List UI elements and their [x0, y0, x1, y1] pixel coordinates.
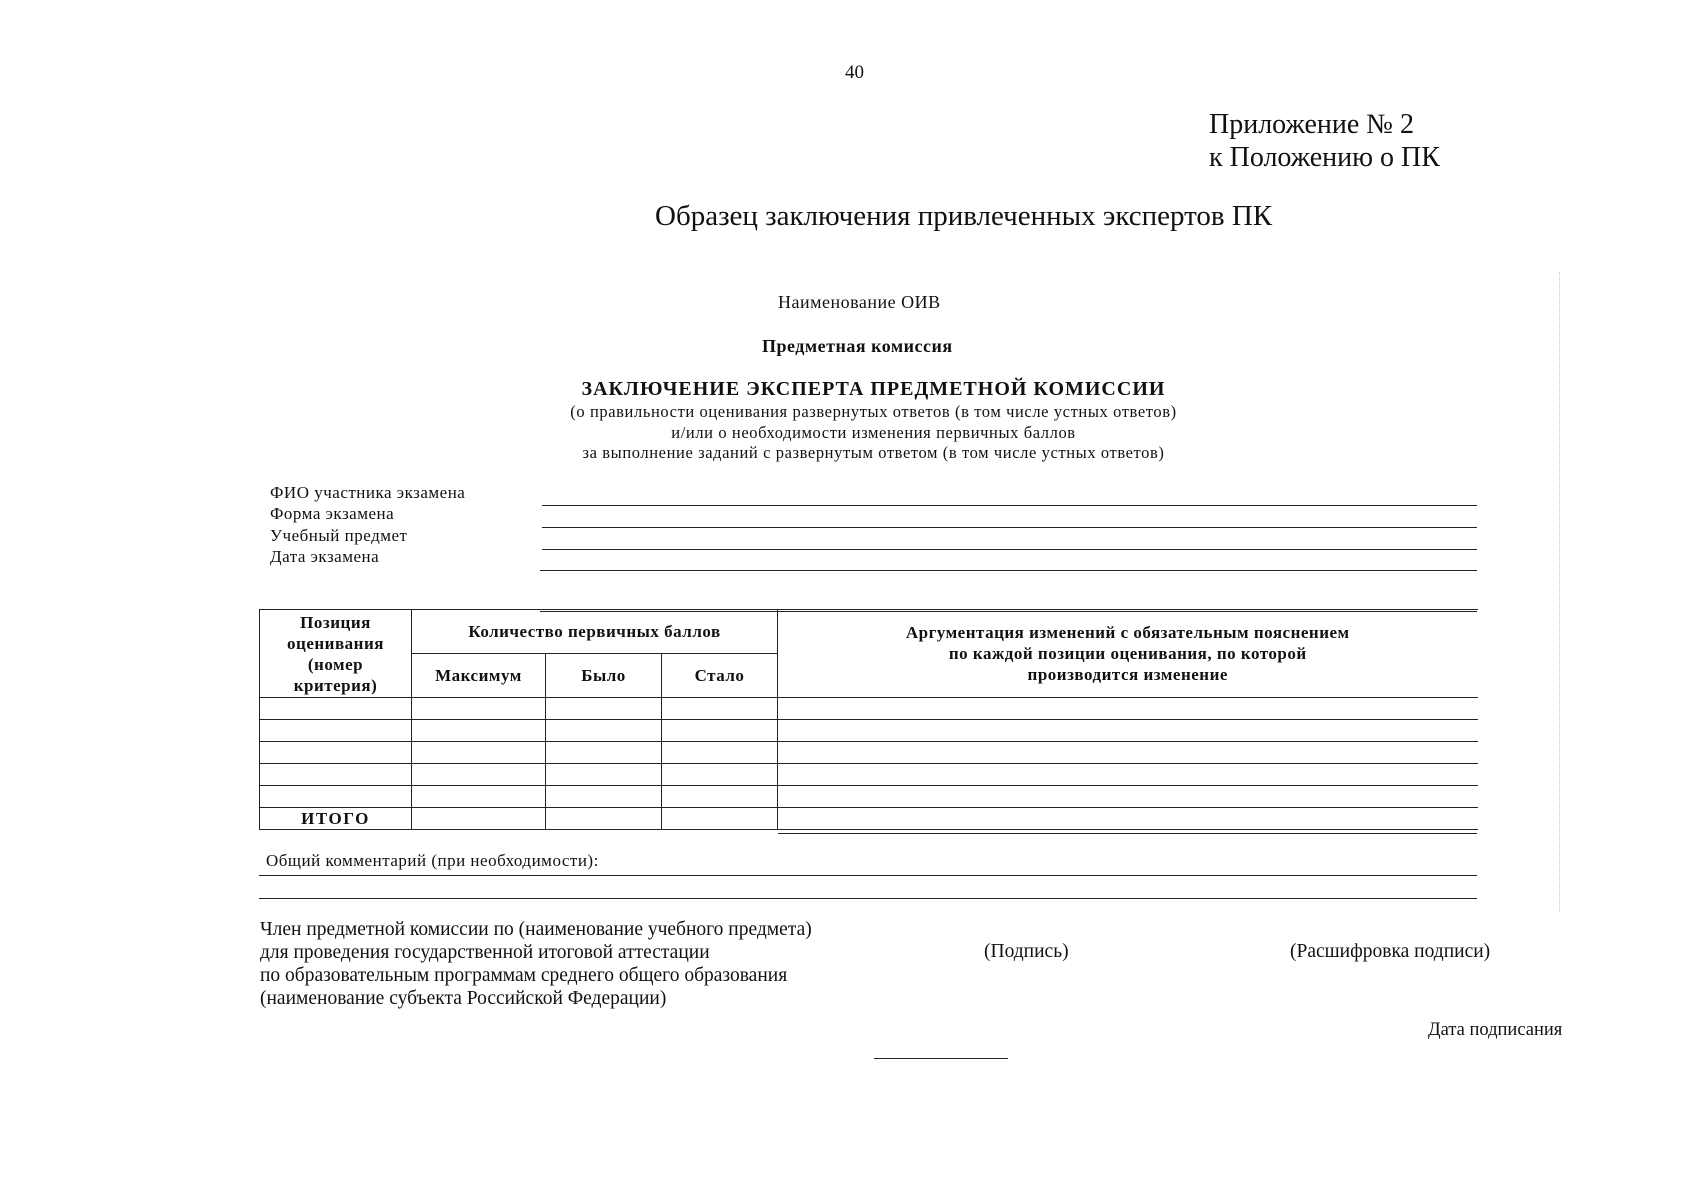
total-label: ИТОГО	[260, 808, 412, 830]
header-argumentation	[778, 610, 1478, 698]
table-cell[interactable]	[260, 698, 412, 720]
conclusion-subtitle-3: за выполнение заданий с развернутым ответом (в том числе устных ответов)	[582, 443, 1165, 462]
table-cell[interactable]	[662, 742, 778, 764]
field-label-exam-date: Дата экзамена	[270, 547, 380, 566]
field-line-participant[interactable]	[542, 505, 1477, 506]
table-cell[interactable]	[662, 786, 778, 808]
table-cell[interactable]	[412, 786, 546, 808]
table-cell[interactable]	[412, 742, 546, 764]
table-cell[interactable]	[546, 698, 662, 720]
field-label-subject: Учебный предмет	[270, 526, 408, 545]
table-cell[interactable]	[662, 764, 778, 786]
table-row	[260, 764, 1478, 786]
signing-date-caption: Дата подписания	[1428, 1020, 1563, 1040]
conclusion-heading: ЗАКЛЮЧЕНИЕ ЭКСПЕРТА ПРЕДМЕТНОЙ КОМИССИИ	[581, 378, 1166, 400]
comment-line-1[interactable]	[259, 875, 1477, 876]
table-cell[interactable]	[662, 698, 778, 720]
comment-label: Общий комментарий (при необходимости):	[266, 851, 599, 870]
field-line-subject[interactable]	[542, 549, 1477, 550]
table-cell[interactable]	[546, 742, 662, 764]
appendix-note	[1209, 108, 1440, 174]
table-cell[interactable]	[260, 786, 412, 808]
signature-decode-caption: (Расшифровка подписи)	[1290, 941, 1491, 962]
total-was[interactable]	[546, 808, 662, 830]
table-row-total	[260, 808, 1478, 830]
total-became[interactable]	[662, 808, 778, 830]
header-position	[260, 610, 412, 698]
header-position-line: (номер	[307, 654, 364, 674]
total-max[interactable]	[412, 808, 546, 830]
table-row	[260, 786, 1478, 808]
table-cell[interactable]	[778, 720, 1478, 742]
table-cell[interactable]	[546, 720, 662, 742]
scan-edge-artifact	[1559, 272, 1561, 912]
table-cell[interactable]	[546, 764, 662, 786]
header-argumentation-line: по каждой позиции оценивания, по которой	[948, 644, 1307, 663]
document-title: Образец заключения привлеченных экспертов ПК	[655, 200, 1273, 232]
org-name: Наименование ОИВ	[778, 292, 941, 312]
header-max: Максимум	[412, 654, 546, 698]
page-number: 40	[845, 62, 864, 83]
table-bottom-line	[778, 833, 1477, 834]
field-label-participant: ФИО участника экзамена	[270, 483, 466, 502]
table-cell[interactable]	[412, 720, 546, 742]
header-argumentation-line: Аргументация изменений с обязательным пояснением	[905, 623, 1350, 642]
header-primary-points: Количество первичных баллов	[412, 610, 778, 654]
table-cell[interactable]	[778, 698, 1478, 720]
member-line: по образовательным программам среднего общего образования	[260, 965, 788, 986]
header-was: Было	[546, 654, 662, 698]
field-label-exam-form: Форма экзамена	[270, 504, 395, 523]
header-argumentation-line: производится изменение	[1027, 665, 1228, 684]
table-cell[interactable]	[778, 786, 1478, 808]
member-line: для проведения государственной итоговой аттестации	[260, 942, 710, 963]
appendix-line-2: к Положению о ПК	[1209, 142, 1440, 173]
scores-table	[259, 609, 1478, 830]
header-position-line: оценивания	[287, 633, 384, 653]
header-became: Стало	[662, 654, 778, 698]
signing-date-line[interactable]	[874, 1058, 1008, 1059]
member-line: Член предметной комиссии по (наименование учебного предмета)	[260, 919, 812, 940]
table-row	[260, 742, 1478, 764]
table-row	[260, 720, 1478, 742]
table-cell[interactable]	[260, 720, 412, 742]
commission-title: Предметная комиссия	[762, 336, 953, 356]
field-line-exam-date[interactable]	[540, 570, 1477, 571]
table-cell[interactable]	[412, 698, 546, 720]
conclusion-subtitle-1: (о правильности оценивания развернутых ответов (в том числе устных ответов)	[570, 402, 1177, 421]
header-position-line: критерия)	[293, 675, 378, 695]
table-cell[interactable]	[778, 764, 1478, 786]
table-cell[interactable]	[662, 720, 778, 742]
appendix-line-1: Приложение № 2	[1209, 109, 1414, 140]
comment-line-2[interactable]	[259, 898, 1477, 899]
signature-caption: (Подпись)	[984, 941, 1069, 962]
total-argumentation[interactable]	[778, 808, 1478, 830]
table-cell[interactable]	[260, 742, 412, 764]
header-position-line: Позиция	[300, 612, 371, 632]
table-row	[260, 698, 1478, 720]
table-cell[interactable]	[412, 764, 546, 786]
field-line-exam-form[interactable]	[542, 527, 1477, 528]
table-cell[interactable]	[546, 786, 662, 808]
member-statement	[260, 918, 812, 1010]
table-cell[interactable]	[778, 742, 1478, 764]
table-cell[interactable]	[260, 764, 412, 786]
member-line: (наименование субъекта Российской Федерации)	[260, 988, 667, 1009]
conclusion-subtitle-2: и/или о необходимости изменения первичных баллов	[671, 423, 1076, 442]
